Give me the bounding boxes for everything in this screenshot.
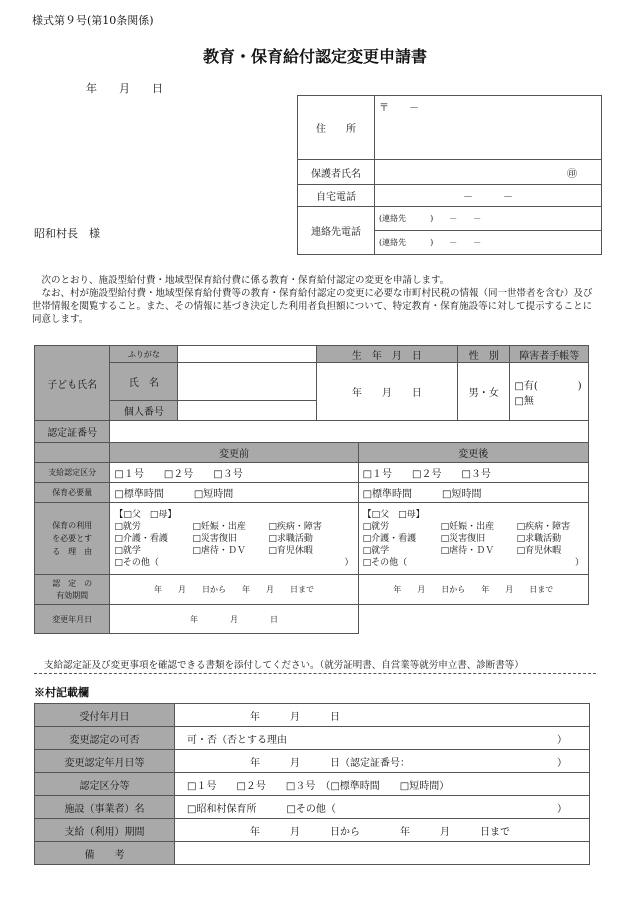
facility-name-field[interactable]: □昭和村保育所 □その他（ ） [175,796,590,819]
applicant-table [297,95,602,255]
sex-label: 性 別 [458,346,510,363]
furigana-field[interactable] [178,346,316,363]
care-need-after[interactable]: □標準時間 □短時間 [358,483,588,503]
benefit-period-label: 支給（利用）期間 [35,819,175,842]
contact-phone-1[interactable]: (連絡先 ) － － [375,207,602,231]
reason-before[interactable]: 【□父 □母】 □就労 □妊娠・出産 □疾病・障害 □介護・看護 □災害復旧 □求職活動 □就学 □虐待・ＤＶ □育児休暇 □その他（ ） [110,503,358,575]
attachment-note: 支給認定証及び変更事項を確認できる書類を添付してください。（就労証明書、自営業等就労申立書、診断書等） [44,660,524,671]
cert-category-label: 認定区分等 [35,773,175,796]
disability-yes[interactable]: □有( ) [514,380,582,392]
validity-label: 認 定 の 有効期間 [35,575,110,605]
disability-field[interactable] [510,363,589,421]
postal-code: 〒 － [379,103,419,114]
home-phone-field[interactable]: － － [375,185,602,207]
disability-no[interactable]: □無 [514,395,534,407]
approval-field[interactable]: 可・否（否とする理由 ） [175,727,590,750]
category-label: 支給認定区分 [35,463,110,483]
change-date-blank [358,605,588,634]
village-table [34,703,590,865]
child-name-field[interactable] [178,363,316,401]
received-date-label: 受付年月日 [35,704,175,727]
care-need-label: 保育必要量 [35,483,110,503]
section-divider [34,673,596,674]
guardian-name-field[interactable] [375,160,602,185]
change-cert-date-label: 変更認定年月日等 [35,750,175,773]
application-date[interactable]: 年 月 日 [86,82,163,95]
cert-number-label: 認定証番号 [35,421,110,443]
statement-2: なお、村が施設型給付費・地域型保育給付費等の教育・保育給付認定の変更に必要な市町村民税の情報（同一世帯者を含む）及び世帯情報を閲覧すること。また、その情報に基づき決定した利用者負担額について、特定教育・保育施設等に対して提示することに同意します。 [32,288,593,325]
reason-label: 保育の利用 を必要とす る 理 由 [35,503,110,575]
addressee: 昭和村長 様 [34,227,100,240]
form-id: 様式第９号(第10条関係) [32,14,154,27]
benefit-period-field[interactable]: 年 月 日から 年 月 日まで [175,819,590,842]
guardian-name-label: 保護者氏名 [298,160,375,185]
disability-label: 障害者手帳等 [510,346,589,363]
notes-field[interactable] [175,842,590,865]
village-section-title: ※村記載欄 [34,686,89,699]
received-date-field[interactable]: 年 月 日 [175,704,590,727]
child-name-field-label: 氏 名 [110,363,178,401]
contact-phone-2[interactable]: (連絡先 ) － － [375,231,602,255]
personal-number-label: 個人番号 [110,401,178,421]
page-title: 教育・保育給付認定変更申請書 [202,47,427,66]
child-name-label: 子ども氏名 [35,346,110,421]
before-change-header: 変更前 [110,443,358,463]
validity-after[interactable]: 年 月 日から 年 月 日まで [358,575,588,605]
cert-number-field[interactable] [110,421,589,443]
statement-1: 次のとおり、施設型給付費・地域型保育給付費に係る教育・保育給付認定の変更を申請します。 [41,275,450,286]
after-change-header: 変更後 [358,443,588,463]
seal-mark: ㊞ [567,168,577,180]
birthdate-label: 生 年 月 日 [316,346,457,363]
change-date-field[interactable]: 年 月 日 [110,605,358,634]
birthdate-field[interactable]: 年 月 日 [316,363,457,421]
contact-phone-label: 連絡先電話 [298,207,375,255]
care-need-before[interactable]: □標準時間 □短時間 [110,483,358,503]
category-before[interactable]: □１号 □２号 □３号 [110,463,358,483]
change-date-label: 変更年月日 [35,605,110,634]
address-label: 住 所 [298,96,375,160]
facility-name-label: 施設（事業者）名 [35,796,175,819]
cert-category-field[interactable]: □１号 □２号 □３号 （□標準時間 □短時間） [175,773,590,796]
notes-label: 備 考 [35,842,175,865]
personal-number-field[interactable] [178,401,316,421]
category-after[interactable]: □１号 □２号 □３号 [358,463,588,483]
approval-label: 変更認定の可否 [35,727,175,750]
address-field[interactable] [375,96,602,160]
reason-after[interactable]: 【□父 □母】 □就労 □妊娠・出産 □疾病・障害 □介護・看護 □災害復旧 □求職活動 □就学 □虐待・ＤＶ □育児休暇 □その他（ ） [358,503,588,575]
furigana-label: ふりがな [110,346,178,363]
child-info-table [34,345,589,634]
validity-before[interactable]: 年 月 日から 年 月 日まで [110,575,358,605]
change-header-blank [35,443,110,463]
home-phone-label: 自宅電話 [298,185,375,207]
change-cert-date-field[interactable]: 年 月 日（認定証番号： ） [175,750,590,773]
sex-field[interactable]: 男・女 [458,363,510,421]
